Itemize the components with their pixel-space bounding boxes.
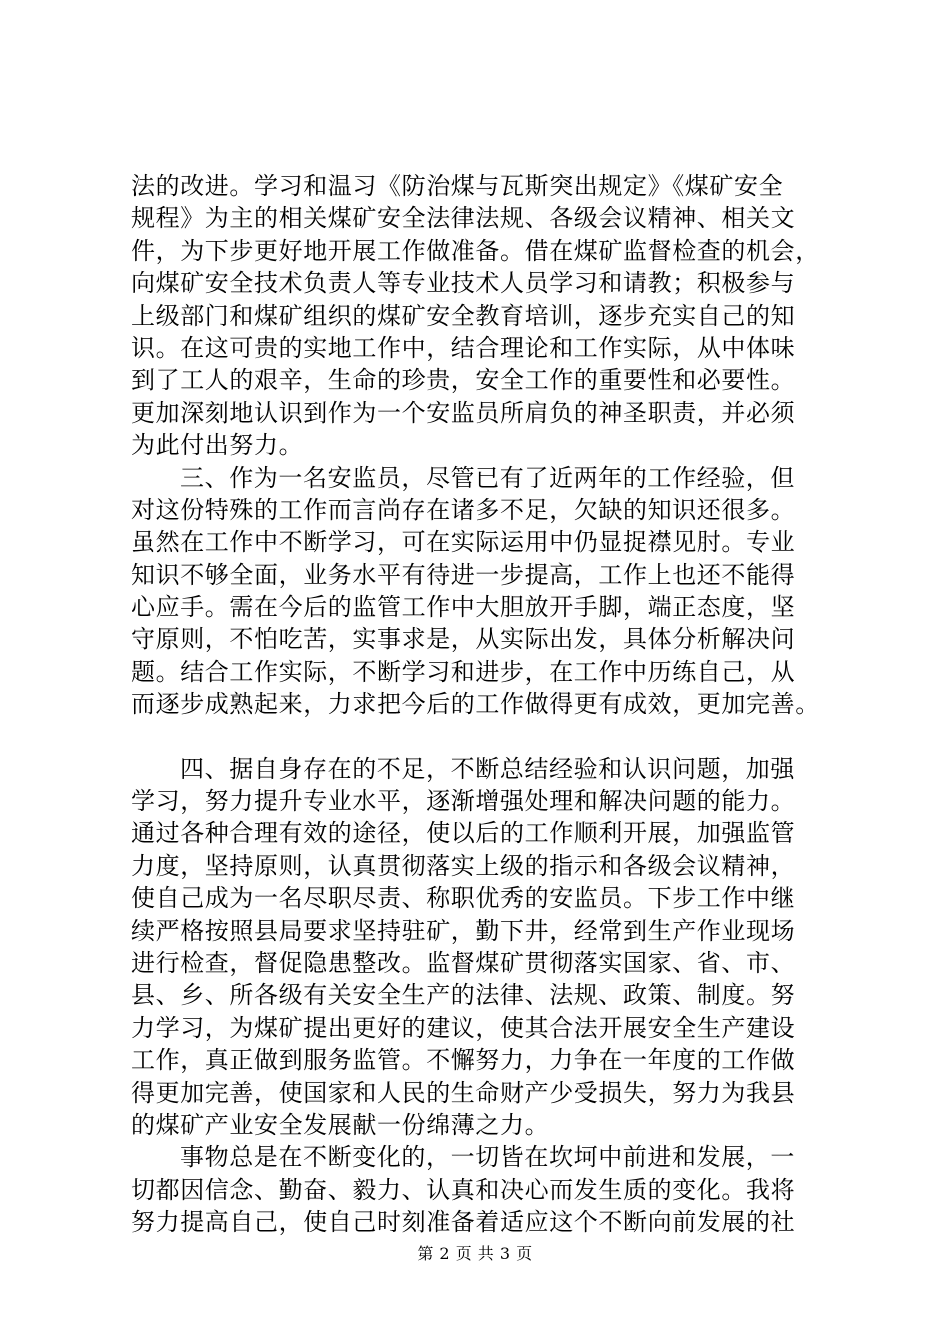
paragraph	[131, 1141, 831, 1238]
paragraph	[131, 462, 831, 721]
paragraph	[131, 753, 831, 1142]
text-line: 为此付出努力。	[131, 431, 304, 460]
text-line: 向煤矿安全技术负责人等专业技术人员学习和请教；积极参与	[131, 269, 796, 298]
text-line: 件，为下步更好地开展工作做准备。借在煤矿监督检查的机会，	[131, 236, 820, 265]
text-line: 的煤矿产业安全发展献一份绵薄之力。	[131, 1110, 550, 1139]
text-line: 更加深刻地认识到作为一个安监员所肩负的神圣职责，并必须	[131, 398, 796, 427]
text-line: 到了工人的艰辛，生命的珍贵，安全工作的重要性和必要性。	[131, 366, 796, 395]
text-line: 续严格按照县局要求坚持驻矿，勤下井，经常到生产作业现场	[131, 916, 796, 945]
text-line: 力学习，为煤矿提出更好的建议，使其合法开展安全生产建设	[131, 1013, 796, 1042]
text-line: 识。在这可贵的实地工作中，结合理论和工作实际，从中体味	[131, 333, 796, 362]
text-line: 三、作为一名安监员，尽管已有了近两年的工作经验，但	[180, 463, 795, 492]
text-line: 法的改进。学习和温习《防治煤与瓦斯突出规定》《煤矿安全	[131, 172, 784, 200]
text-line: 知识不够全面，业务水平有待进一步提高，工作上也还不能得	[131, 560, 796, 589]
paragraph-spacer	[131, 721, 831, 753]
page-footer: 第 2 页 共 3 页	[417, 1244, 533, 1263]
text-line: 而逐步成熟起来，力求把今后的工作做得更有成效，更加完善。	[131, 690, 820, 719]
text-line: 规程》为主的相关煤矿安全法律法规、各级会议精神、相关文	[131, 204, 796, 233]
document-body	[131, 170, 831, 1239]
text-line: 四、据自身存在的不足，不断总结经验和认识问题，加强	[180, 754, 795, 783]
text-line: 工作，真正做到服务监管。不懈努力，力争在一年度的工作做	[131, 1046, 796, 1075]
text-line: 守原则，不怕吃苦，实事求是，从实际出发，具体分析解决问	[131, 625, 796, 654]
text-line: 事物总是在不断变化的，一切皆在坎坷中前进和发展，一	[180, 1143, 795, 1172]
text-line: 切都因信念、勤奋、毅力、认真和决心而发生质的变化。我将	[131, 1175, 796, 1204]
text-line: 心应手。需在今后的监管工作中大胆放开手脚，端正态度，坚	[131, 593, 796, 622]
text-line: 县、乡、所各级有关安全生产的法律、法规、政策、制度。努	[131, 981, 796, 1010]
text-line: 得更加完善，使国家和人民的生命财产少受损失，努力为我县	[131, 1078, 796, 1107]
text-line: 进行检查，督促隐患整改。监督煤矿贯彻落实国家、省、市、	[131, 948, 796, 977]
text-line: 虽然在工作中不断学习，可在实际运用中仍显捉襟见肘。专业	[131, 528, 796, 557]
text-line: 努力提高自己，使自己时刻准备着适应这个不断向前发展的社	[131, 1208, 796, 1237]
text-line: 学习，努力提升专业水平，逐渐增强处理和解决问题的能力。	[131, 787, 796, 816]
text-line: 题。结合工作实际，不断学习和进步，在工作中历练自己，从	[131, 657, 796, 686]
text-line: 上级部门和煤矿组织的煤矿安全教育培训，逐步充实自己的知	[131, 301, 796, 330]
paragraph	[131, 170, 831, 462]
text-line: 通过各种合理有效的途径，使以后的工作顺利开展，加强监管	[131, 819, 796, 848]
text-line: 力度，坚持原则，认真贯彻落实上级的指示和各级会议精神，	[131, 851, 796, 880]
text-line: 对这份特殊的工作而言尚存在诸多不足，欠缺的知识还很多。	[131, 495, 796, 524]
text-line: 使自己成为一名尽职尽责、称职优秀的安监员。下步工作中继	[131, 884, 796, 913]
